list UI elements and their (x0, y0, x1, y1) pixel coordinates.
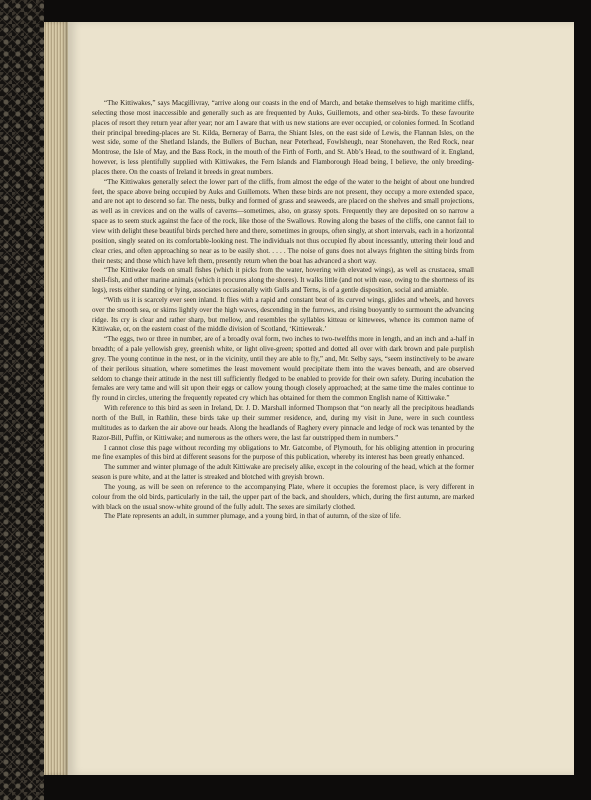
paragraph: “The Kittiwakes generally select the lower part of the cliffs, from almost the edge of the water to the height of about one hundred feet, the space above being occupied by Auks and Guillemots. When these birds are not present, they occupy a more extended space, and are not apt to descend so far. The nests, bulky and formed of grass and seaweeds, are placed on the shelves and small projections, as well as in crevices and on the walls of caverns—sometimes, also, on grassy spots. Frequently they are deposited on so narrow a space as to seem stuck against the face of the rock, like those of the Swallows. Rowing along the bases of the cliffs, one cannot fail to view with delight these beautiful birds perched here and there, sometimes in groups, often singly, at short intervals, each in a horizontal position, singly seated on its comfortable-looking nest. The individuals not thus occupied fly about incessantly, uttering their loud and clear cries, and often approaching so near as to be easily shot. . . . . The noise of guns does not always frighten the sitting birds from their nests; and those which have left them, presently return when the boat has advanced a short way. (92, 177, 474, 265)
paragraph: The summer and winter plumage of the adult Kittiwake are precisely alike, except in the colouring of the head, which at the former season is pure white, and at the latter is streaked and blotched with greyish brown. (92, 463, 474, 482)
body-text (92, 99, 474, 522)
book-binding (0, 0, 44, 800)
paragraph: “The Kittiwakes,” says Macgillivray, “arrive along our coasts in the end of March, and betake themselves to high maritime cliffs, selecting those most inaccessible and generally such as are frequented by Auks, Guillemots, and other sea-birds. To these favourite places of resort they return year after year; nor am I aware that with us new stations are ever occupied, or colonies formed. In Scotland their principal breeding-places are St. Kilda, Berneray of Barra, the Shiant Isles, on the east side of Lewis, the Flannan Isles, on the west side, some of the Shetland Islands, the Bullers of Buchan, near Peterhead, Fowlsheugh, near Stonehaven, the Red Rock, near Montrose, the Isle of May, and the Bass Rock, in the mouth of the Firth of Forth, and St. Abb’s Head, to the southward of it. England, however, is less plentifully supplied with Kittiwakes, the Fern Islands and Flamborough Head being, I believe, the only breeding-places there. On the coasts of Ireland it breeds in great numbers. (92, 99, 474, 176)
paragraph: With reference to this bird as seen in Ireland, Dr. J. D. Marshall informed Thompson that “on nearly all the precipitous headlands north of the Bull, in Rathlin, these birds take up their summer residence, and, during my visit in June, were in such countless multitudes as to darken the air above our heads. Along the headlands of Raghery every pinnacle and ledge of rock was tenanted by the Razor-Bill, Puffin, or Kittiwake; and numerous as the others were, the last far outstripped them in numbers.” (92, 404, 474, 442)
paragraph: The Plate represents an adult, in summer plumage, and a young bird, in that of autumn, of the size of life. (104, 512, 401, 521)
page-edges (44, 22, 68, 775)
paragraph: The young, as will be seen on reference to the accompanying Plate, where it occupies the foremost place, is very different in colour from the old birds, particularly in the tail, the upper part of the back, and shoulders, which, during the first autumn, are marked with black on the usual snow-white ground of the fully adult. The sexes are similarly clothed. (92, 482, 474, 511)
paragraph: “The Kittiwake feeds on small fishes (which it picks from the water, hovering with elevated wings), as well as crustacea, small shell-fish, and other marine animals (which it procures along the shores). It walks little (and not with ease, owing to the shortness of its legs), rests either standing or lying, associates occasionally with Gulls and Terns, is of a gentle disposition, social and amiable. (92, 266, 474, 295)
paragraph: “With us it is scarcely ever seen inland. It flies with a rapid and constant beat of its curved wings, glides and wheels, and hovers over the smooth sea, or skims lightly over the high waves, descending in the furrows, and rising buoyantly to surmount the advancing ridge. Its cry is clear and rather sharp, but mellow, and resembles the syllables kitteau or kittewees, whence its common name of Kittiwake, or, on the eastern coast of the middle division of Scotland, ‘Kittieweak.’ (92, 295, 474, 334)
paragraph: “The eggs, two or three in number, are of a broadly oval form, two inches to two-twelfths more in length, and an inch and a-half in breadth; of a pale yellowish grey, greenish white, or light olive-green; spotted and dotted all over with dark brown and pale purplish grey. The young continue in the nest, or in the vicinity, until they are able to fly,” and, Mr. Selby says, “seem instinctively to be aware of their perilous situation, where sometimes the least movement would precipitate them into the waves beneath, and are observed seldom to change their attitude in the nest till sufficiently fledged to be enabled to provide for their own safety. During incubation the females are very tame and will sit upon their eggs or callow young though closely approached; at the same time the males continue to fly round in circles, uttering the frequently repeated cry which has obtained for them the common English name of Kittiwake.” (92, 335, 474, 403)
paragraph: I cannot close this page without recording my obligations to Mr. Gatcombe, of Plymouth, for his obliging attention in procuring me fine examples of this bird at different seasons for the purpose of this publication, whereby its interest has been greatly enhanced. (92, 443, 474, 462)
